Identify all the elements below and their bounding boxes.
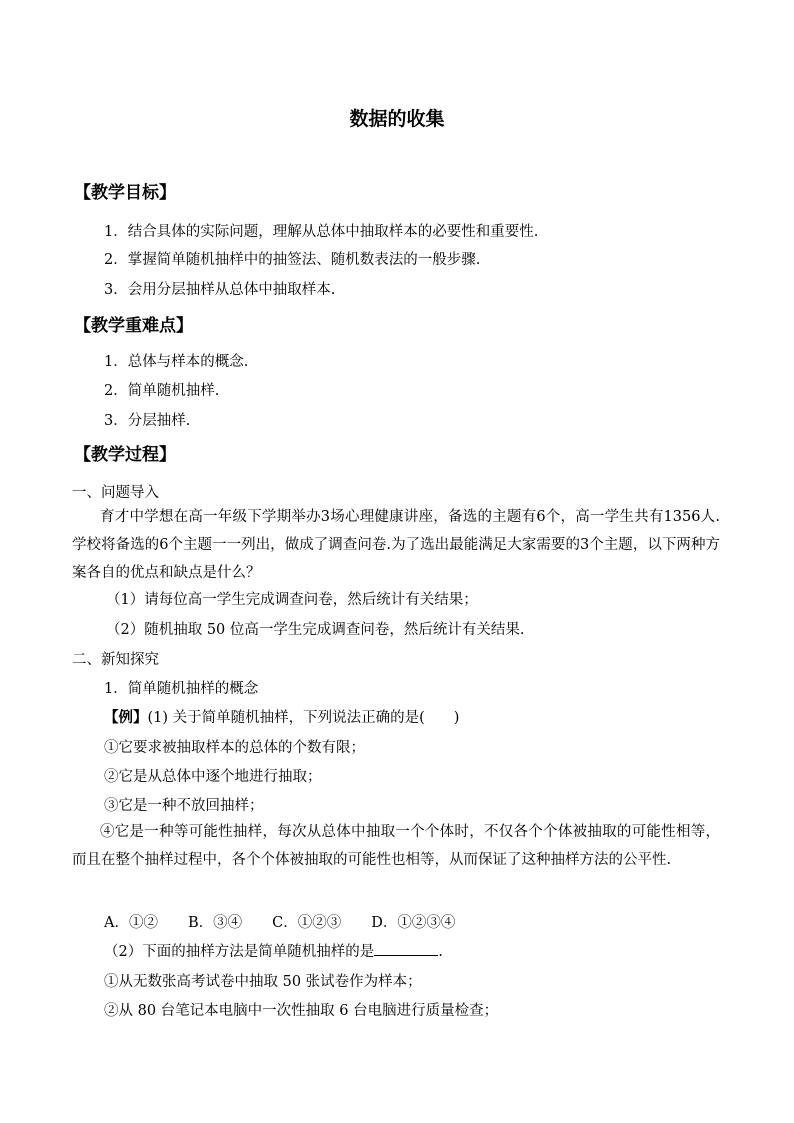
choice-d: D．①②③④ [371,915,456,931]
example-question [104,706,459,727]
section-title: 二、新知探究 [72,652,159,668]
scheme-option: （1）请每位高一学生完成调查问卷，然后统计有关结果； [106,592,478,608]
choice-c: C．①②③ [272,915,342,931]
objective-item: 1．结合具体的实际问题，理解从总体中抽取样本的必要性和重要性. [104,224,539,240]
statement: ①它要求被抽取样本的总体的个数有限； [104,740,365,756]
intro-paragraph: 育才中学想在高一年级下学期举办3场心理健康讲座，备选的主题有6个，高一学生共有1356人.学校将备选的6个主题一一列出，做成了调查问卷.为了选出最能满足大家需要的3个主题，以下两种方案各自的优点和缺点是什么？ [72,509,720,581]
section-title: 一、问题导入 [72,485,159,501]
statement: ②它是从总体中逐个地进行抽取； [104,769,322,785]
choice-a: A．①② [104,915,158,931]
objective-item: 2．掌握简单随机抽样中的抽签法、随机数表法的一般步骤. [104,252,481,268]
key-point-item: 2．简单随机抽样. [104,383,220,399]
objectives-heading: 【教学目标】 [74,183,176,203]
choices-row [104,911,485,932]
objective-item: 3．会用分层抽样从总体中抽取样本. [104,282,336,298]
example-label: 【例】 [104,709,148,726]
key-point-item: 3．分层抽样. [104,413,191,429]
key-point-item: 1．总体与样本的概念. [104,354,249,370]
process-heading: 【教学过程】 [74,445,176,465]
scheme-option: （2）随机抽取 50 位高一学生完成调查问卷，然后统计有关结果. [106,622,525,638]
key-points-heading: 【教学重难点】 [74,316,193,336]
question-text: （2）下面的抽样方法是简单随机抽样的是 [104,944,375,960]
example-question-2 [104,940,443,961]
question-item: ②从 80 台笔记本电脑中一次性抽取 6 台电脑进行质量检查； [104,1003,499,1019]
question-text: (1) 关于简单随机抽样，下列说法正确的是( ) [147,710,460,726]
choice-b: B．③④ [187,915,243,931]
question-suffix: . [438,944,443,960]
subsection-title: 1．简单随机抽样的概念 [104,681,259,697]
question-item: ①从无数张高考试卷中抽取 50 张试卷作为样本； [104,974,422,990]
page-title: 数据的收集 [349,108,445,130]
statement-paragraph: ④它是一种等可能性抽样，每次从总体中抽取一个个体时，不仅各个个体被抽取的可能性相等，而且在整个抽样过程中，各个个体被抽取的可能性也相等，从而保证了这种抽样方法的公平性. [72,824,720,868]
answer-blank [374,941,438,956]
statement: ③它是一种不放回抽样； [104,798,264,814]
